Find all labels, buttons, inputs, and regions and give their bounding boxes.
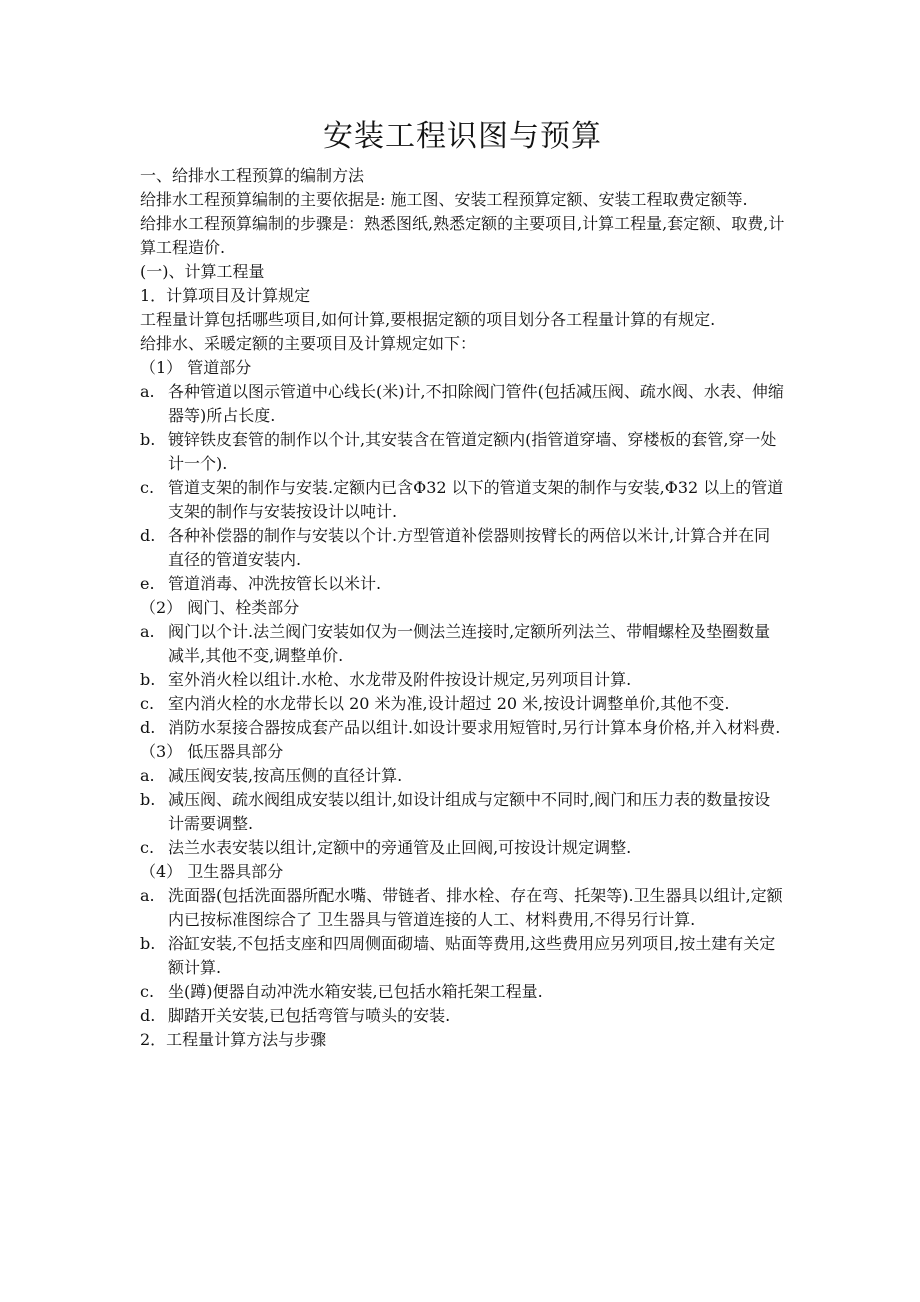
list-text: 浴缸安装,不包括支座和四周侧面砌墙、贴面等费用,这些费用应另列项目,按土建有关定额计算. — [168, 934, 776, 977]
list-item — [140, 980, 785, 1004]
item-heading-2: 2．工程量计算方法与步骤 — [140, 1030, 327, 1049]
list-text: 消防水泵接合器按成套产品以组计.如设计要求用短管时,另行计算本身价格,并入材料费. — [168, 718, 781, 737]
list-item — [140, 620, 785, 668]
list-text: 各种管道以图示管道中心线长(米)计,不扣除阀门管件(包括减压阀、疏水阀、水表、伸缩器等)所占长度. — [168, 382, 784, 425]
list-item — [140, 836, 785, 860]
list-item — [140, 380, 785, 428]
list-item — [140, 932, 785, 980]
list-label: d. — [140, 718, 156, 737]
document-page — [140, 112, 785, 1052]
list-text: 管道支架的制作与安装.定额内已含Φ32 以下的管道支架的制作与安装,Φ32 以上的管道支架的制作与安装按设计以吨计. — [168, 478, 784, 521]
list-label: a. — [140, 622, 155, 641]
list-text: 室外消火栓以组计.水枪、水龙带及附件按设计规定,另列项目计算. — [168, 670, 632, 689]
list-item — [140, 788, 785, 836]
paragraph-steps: 给排水工程预算编制的步骤是：熟悉图纸,熟悉定额的主要项目,计算工程量,套定额、取费,计算工程造价. — [140, 214, 785, 257]
list-item — [140, 764, 785, 788]
list-label: a. — [140, 766, 155, 785]
list-label: b. — [140, 670, 156, 689]
list-item — [140, 716, 785, 740]
list-label: e. — [140, 574, 155, 593]
list-item — [140, 524, 785, 572]
paragraph-rules-intro: 给排水、采暖定额的主要项目及计算规定如下： — [140, 334, 477, 353]
list-label: c. — [140, 838, 155, 857]
list-label: b. — [140, 790, 156, 809]
page-title: 安装工程识图与预算 — [323, 119, 602, 154]
list-label: c. — [140, 694, 155, 713]
list-text: 镀锌铁皮套管的制作以个计,其安装含在管道定额内(指管道穿墙、穿楼板的套管,穿一处计一个). — [168, 430, 777, 473]
list-label: c. — [140, 478, 155, 497]
part-heading-low-pressure: （3） 低压器具部分 — [140, 742, 284, 761]
list-text: 脚踏开关安装,已包括弯管与喷头的安装. — [168, 1006, 451, 1025]
list-item — [140, 668, 785, 692]
list-item — [140, 428, 785, 476]
list-text: 洗面器(包括洗面器所配水嘴、带链者、排水栓、存在弯、托架等).卫生器具以组计,定额内已按标准图综合了 卫生器具与管道连接的人工、材料费用,不得另行计算. — [168, 886, 783, 929]
list-label: c. — [140, 982, 155, 1001]
list-label: b. — [140, 934, 156, 953]
list-text: 各种补偿器的制作与安装以个计.方型管道补偿器则按臂长的两倍以米计,计算合并在同直径的管道安装内. — [168, 526, 771, 569]
paragraph-items: 工程量计算包括哪些项目,如何计算,要根据定额的项目划分各工程量计算的有规定. — [140, 310, 716, 329]
list-text: 法兰水表安装以组计,定额中的旁通管及止回阀,可按设计规定调整. — [168, 838, 632, 857]
list-item — [140, 1004, 785, 1028]
list-label: b. — [140, 430, 156, 449]
list-text: 坐(蹲)便器自动冲洗水箱安装,已包括水箱托架工程量. — [168, 982, 543, 1001]
list-item — [140, 476, 785, 524]
part-heading-pipes: （1） 管道部分 — [140, 358, 252, 377]
list-text: 阀门以个计.法兰阀门安装如仅为一侧法兰连接时,定额所列法兰、带帽螺栓及垫圈数量减半,其他不变,调整单价. — [168, 622, 771, 665]
list-text: 管道消毒、冲洗按管长以米计. — [168, 574, 382, 593]
list-text: 减压阀、疏水阀组成安装以组计,如设计组成与定额中不同时,阀门和压力表的数量按设计需要调整. — [168, 790, 771, 833]
section-heading-1: 一、给排水工程预算的编制方法 — [140, 166, 365, 185]
list-item — [140, 692, 785, 716]
list-label: a. — [140, 382, 155, 401]
list-item — [140, 572, 785, 596]
list-label: a. — [140, 886, 155, 905]
list-item — [140, 884, 785, 932]
part-heading-sanitary: （4） 卫生器具部分 — [140, 862, 284, 881]
list-label: d. — [140, 526, 156, 545]
list-text: 减压阀安装,按高压侧的直径计算. — [168, 766, 403, 785]
subsection-heading: (一)、计算工程量 — [140, 262, 265, 281]
item-heading-1: 1．计算项目及计算规定 — [140, 286, 311, 305]
list-label: d. — [140, 1006, 156, 1025]
paragraph-basis: 给排水工程预算编制的主要依据是: 施工图、安装工程预算定额、安装工程取费定额等. — [140, 190, 748, 209]
list-text: 室内消火栓的水龙带长以 20 米为准,设计超过 20 米,按设计调整单价,其他不变. — [168, 694, 730, 713]
part-heading-valves: （2） 阀门、栓类部分 — [140, 598, 300, 617]
